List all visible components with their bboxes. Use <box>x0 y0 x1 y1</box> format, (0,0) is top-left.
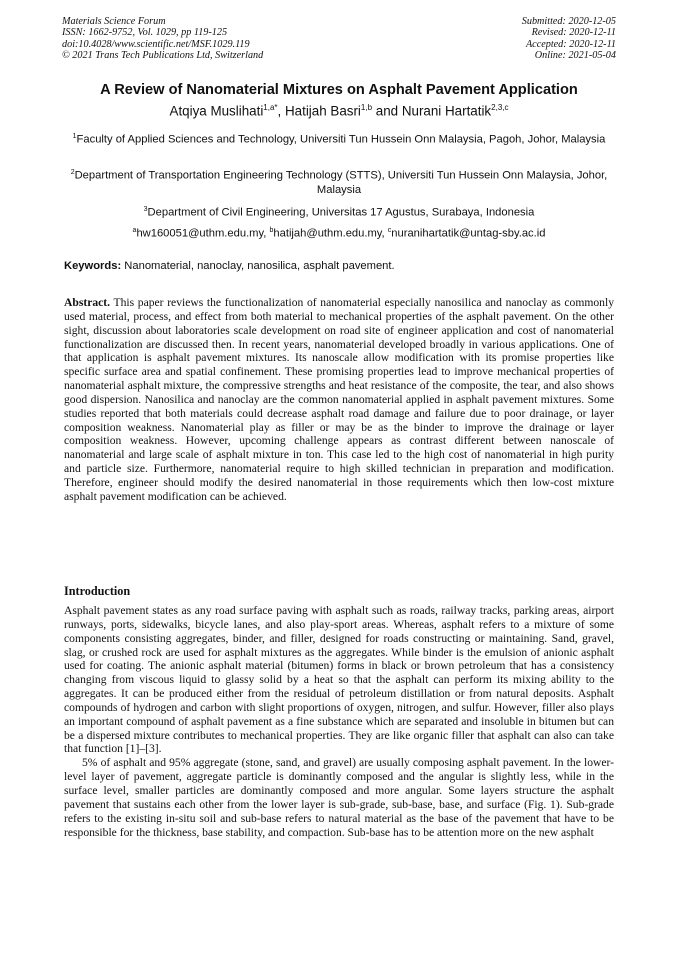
affiliation-1 <box>60 130 618 147</box>
affiliation-2 <box>60 166 618 198</box>
paper-title: A Review of Nanomaterial Mixtures on Asphalt Pavement Application <box>100 82 578 98</box>
author-2-affil: 1,b <box>360 103 373 112</box>
keywords-label: Keywords: <box>64 260 122 272</box>
keywords <box>64 260 616 272</box>
affiliation-text: Department of Civil Engineering, Universitas 17 Agustus, Surabaya, Indonesia <box>147 206 535 219</box>
affiliation-text: Department of Transportation Engineering Technology (STTS), Universiti Tun Hussein Onn Malaysia, Johor, Malaysia <box>74 169 608 197</box>
affiliation-text: Faculty of Applied Sciences and Technology, Universiti Tun Hussein Onn Malaysia, Pagoh, Johor, Malaysia <box>76 133 606 146</box>
email-c[interactable]: nuranihartatik@untag-sby.ac.id <box>391 227 546 240</box>
author-separator: , <box>277 103 285 119</box>
author-list <box>0 103 678 118</box>
affiliation-number: 3 <box>143 206 148 213</box>
abstract <box>64 296 614 504</box>
affiliation-number: 2 <box>70 169 75 176</box>
accepted-date: Accepted: 2020-12-11 <box>525 38 616 50</box>
author-2: Hatijah Basri <box>284 103 361 119</box>
affiliation-number: 1 <box>72 133 77 140</box>
copyright-line: © 2021 Trans Tech Publications Ltd, Switzerland <box>62 49 264 61</box>
journal-name: Materials Science Forum <box>62 16 166 27</box>
submitted-date: Submitted: 2020-12-05 <box>521 16 616 27</box>
email-marker: a <box>132 227 137 234</box>
doi-line: doi:10.4028/www.scientific.net/MSF.1029.119 <box>62 38 250 50</box>
author-1-affil: 1,a* <box>263 103 278 112</box>
email-list <box>60 224 618 241</box>
abstract-text: This paper reviews the functionalization of nanomaterial especially nanosilica and nanoclay as commonly used material, process, and effect from both material to mechanical properties of the asphalt pavement. On the other sight, discussion about laboratories scale development on road site of engineer application and cost of nanomaterial functionalization are discussed then. In recent years, nanomaterial developed broadly in various applications. One of that application is asphalt pavement mixtures. Its nanoscale allow modification with its promise properties like specific surface area and spatial confinement. These promising properties lead to improve mechanical properties of nanomaterial asphalt mixture, the compressive strengths and heat resistance of the composite, the tear, and also shows good dispersion. Nanosilica and nanoclay are the common nanomaterial applied in asphalt pavement mixtures. Some studies reported that both materials could decrease asphalt road damage and failure due to poor drainage, or layer composition weakness. Nanomaterial play as filler or may be as the binder to improve the drainage or layer composition weakness. However, upcoming challenge appears as contrast different between nanoscale of nanomaterial and large scale of asphalt mixture in ton. This case led to the high cost of nanomaterial in high purity and particle size. Furthermore, nanomaterial require to high skilled technician in preparation and modification. Therefore, engineer should modify the desired nanomaterial in those requirements which then low-cost mixture asphalt pavement modification can be achieved. <box>64 296 614 503</box>
journal-header-left <box>62 16 263 61</box>
intro-paragraph-1: Asphalt pavement states as any road surface paving with asphalt such as roads, railway tracks, parking areas, airport runways, ports, sidewalks, bicycle lanes, and also play-sport areas. Whereas, asphalt refers to a mixture of some components consisting aggregates, binder, and filler, designed for roads constructing or maintaining. Sand, gravel, slag, or crushed rock are used for asphalt mixtures as the aggregates. While binder is the emulsion of anionic asphalt used for coating. The anionic asphalt material (bitumen) forms in black or brown petroleum that has a consistency changing from viscous liquid to glassy solid by a heat so that the asphalt can perform its mixing ability to the aggregates. It can be produced either from the residual of petroleum distillation or from natural deposits. Asphalt compounds of hydrogen and carbon with slight proportions of oxygen, nitrogen, and sulfur. However, filler also plays an important compound of asphalt pavement as a fine substance which are separated and insoluble in bitumen but can be a dispersed mixture contributes to mechanical properties. They are like organic filler that asphalt can also can take that function [1]–[3]. <box>64 604 614 756</box>
email-b[interactable]: hatijah@uthm.edu.my, <box>273 227 388 240</box>
journal-header-right <box>522 16 616 61</box>
affiliation-3 <box>60 203 618 220</box>
online-date: Online: 2021-05-04 <box>534 49 616 61</box>
abstract-label: Abstract. <box>64 296 111 309</box>
email-marker: c <box>387 227 392 234</box>
author-3: Nurani Hartatik <box>401 103 492 119</box>
abstract-paragraph <box>64 296 614 504</box>
author-3-affil: 2,3,c <box>491 103 509 112</box>
section-heading-introduction: Introduction <box>64 584 131 598</box>
keywords-text: Nanomaterial, nanoclay, nanosilica, asphalt pavement. <box>121 260 395 272</box>
email-a[interactable]: hw160051@uthm.edu.my, <box>136 227 270 240</box>
introduction-body <box>64 604 614 839</box>
author-separator: and <box>372 103 402 119</box>
issn-line: ISSN: 1662-9752, Vol. 1029, pp 119-125 <box>62 27 228 39</box>
author-1: Atqiya Muslihati <box>169 103 264 119</box>
intro-paragraph-2: 5% of asphalt and 95% aggregate (stone, sand, and gravel) are usually composing asphalt pavement. In the lower-level layer of pavement, aggregate particle is dominantly composed and the angular is slightly less, while in the surface level, smaller particles are dominantly composed and more angular. Some layers structure the asphalt pavement that sustains each other from the lower layer is sub-grade, sub-base, base, and surface (Fig. 1). Sub-grade refers to the existing in-situ soil and sub-base refers to natural material as the base of the pavement that have to be responsible for the thickness, base stability, and compaction. Sub-base has to be attention more on the new asphalt <box>64 756 614 839</box>
revised-date: Revised: 2020-12-11 <box>531 27 616 39</box>
email-marker: b <box>269 227 274 234</box>
